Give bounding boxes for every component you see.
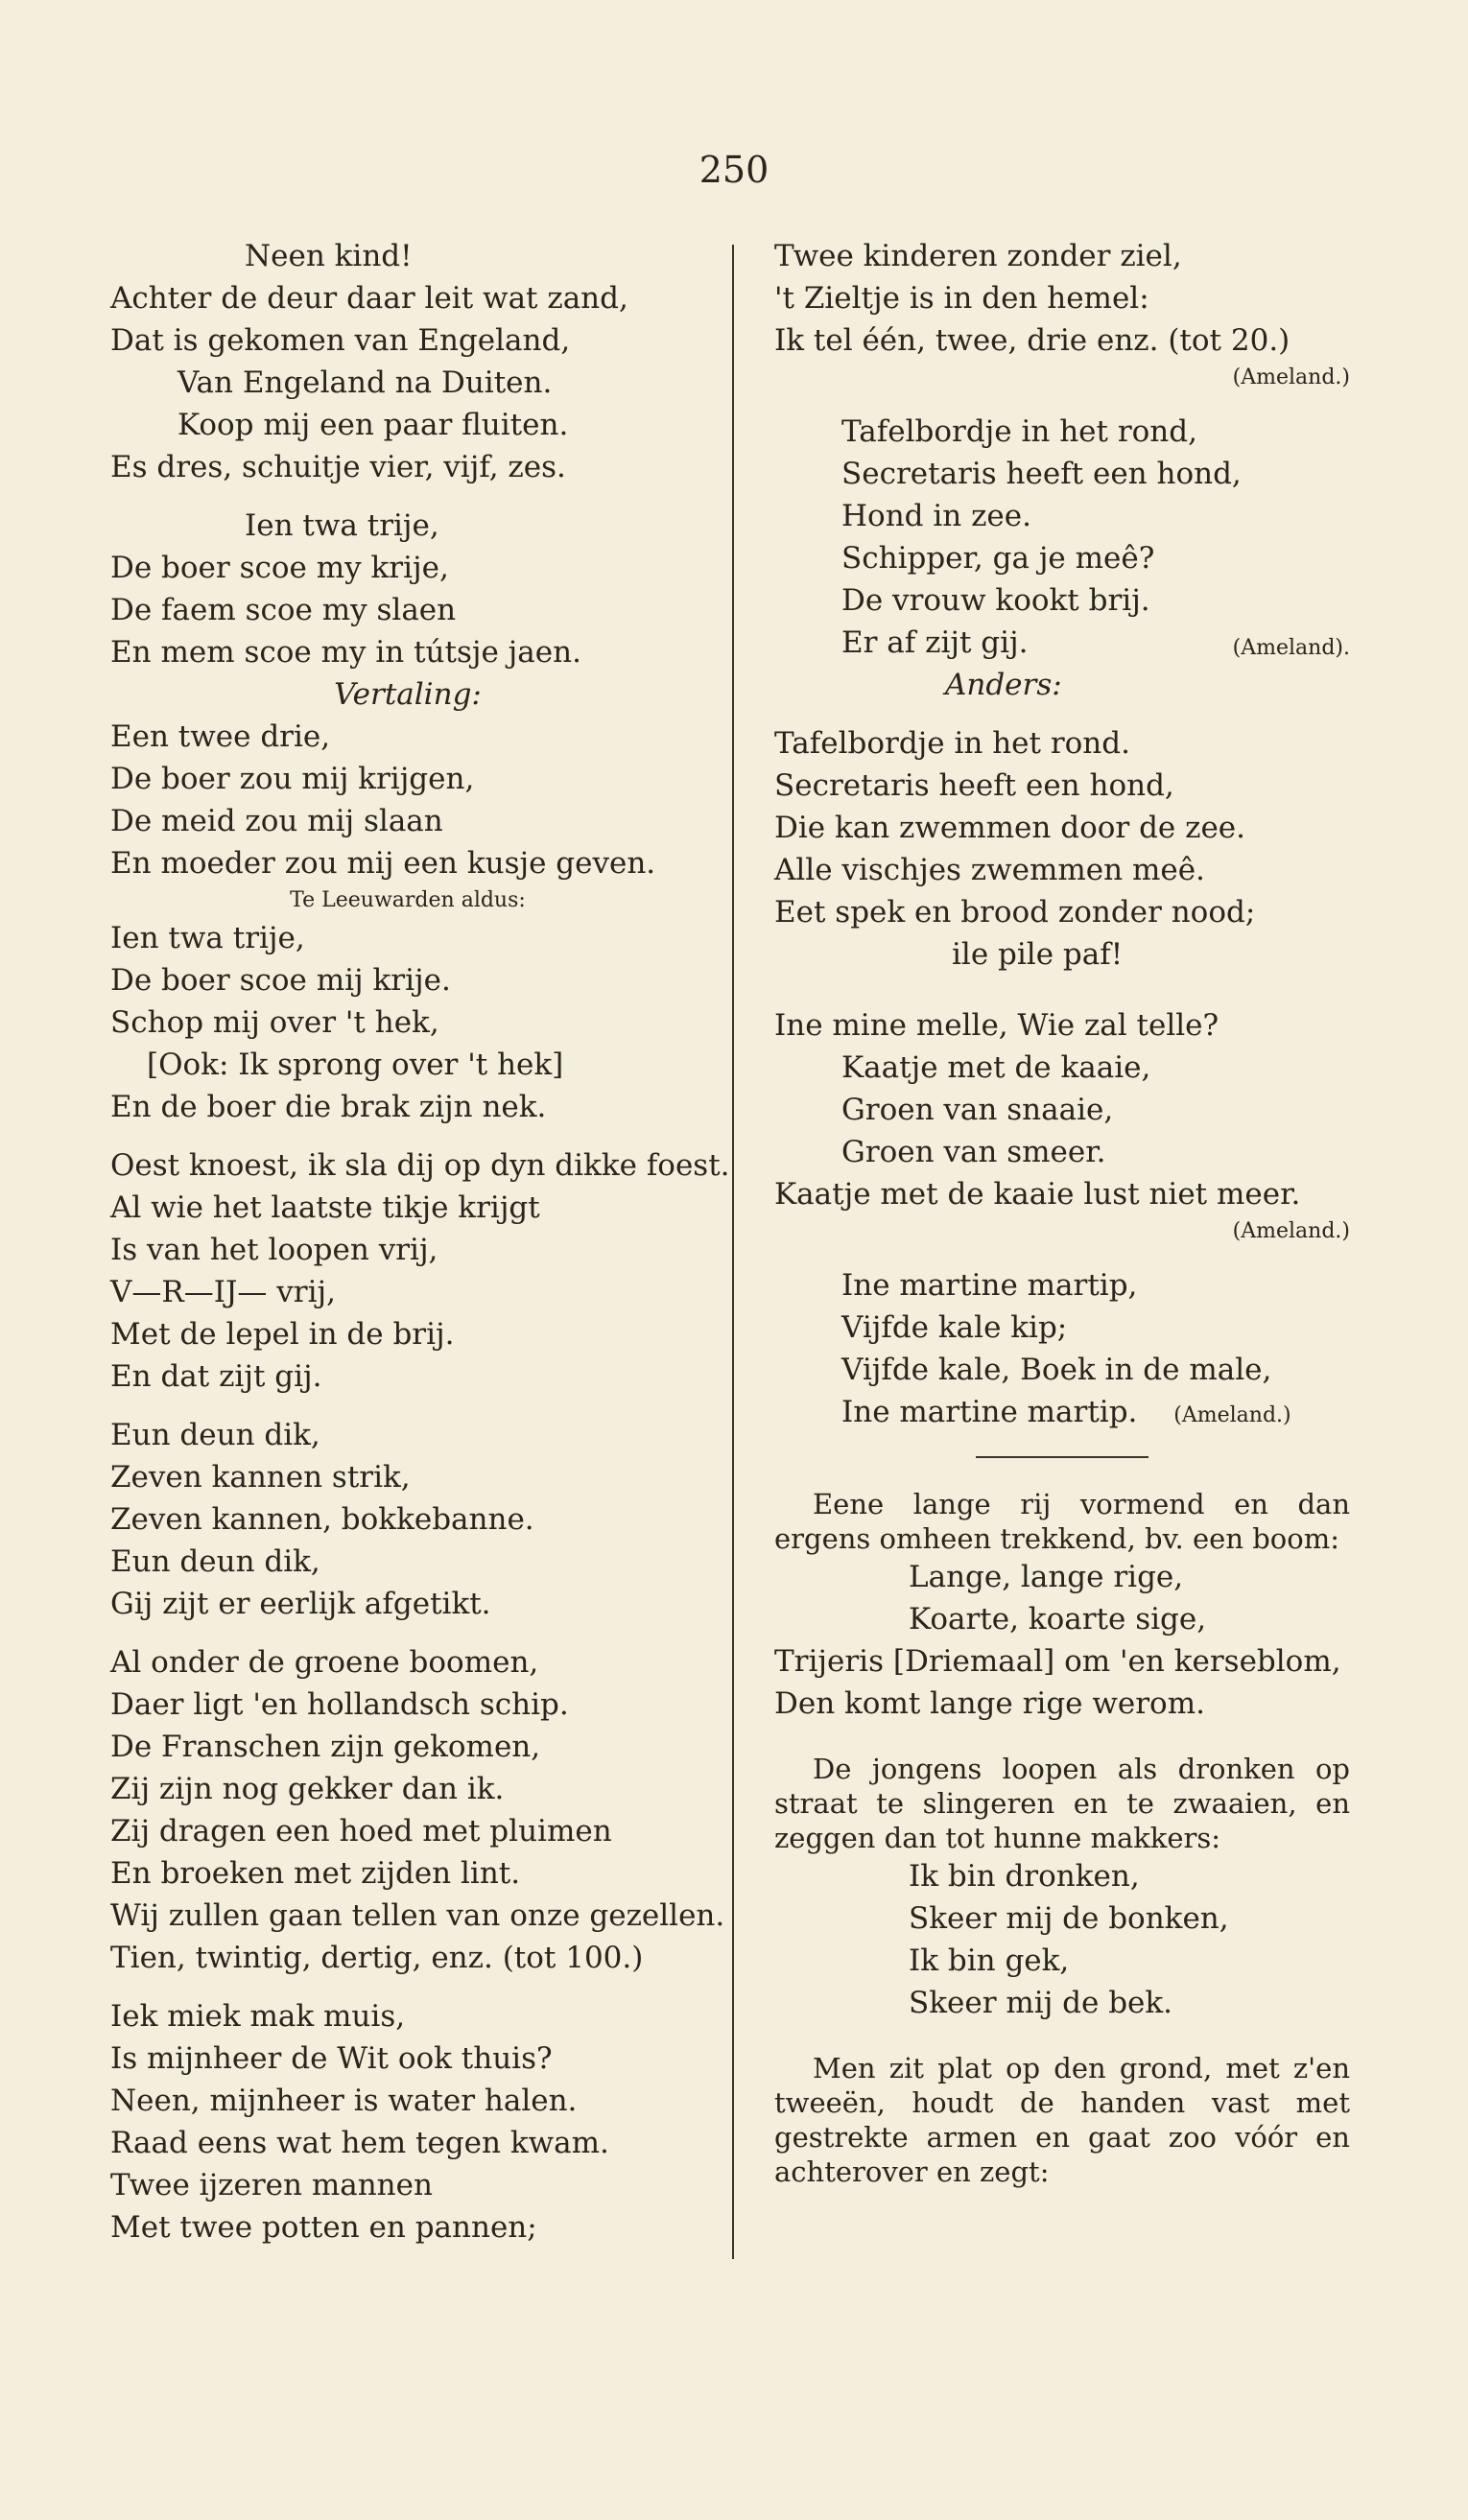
verse-line: Alle vischjes zwemmen meê. — [774, 853, 1205, 887]
rhyme-stanza — [110, 1144, 730, 1398]
verse-line: Ik bin dronken, — [909, 1859, 1140, 1894]
verse-line: Ine martine martip, — [841, 1268, 1138, 1303]
verse-line: Skeer mij de bek. — [909, 1986, 1173, 2020]
verse-line: Neen, mijnheer is water halen. — [110, 2084, 578, 2118]
rhyme-twee-kinderen — [774, 235, 1350, 394]
verse-line: Skeer mij de bonken, — [909, 1901, 1229, 1936]
game-description: Eene lange rij vormend en dan ergens omheen trekkend, bv. een boom: — [774, 1488, 1350, 1555]
verse-line: Al onder de groene boomen, — [110, 1645, 539, 1680]
verse-line: Eun deun dik, — [110, 1418, 320, 1452]
verse-line: Wij zullen gaan tellen van onze gezellen. — [110, 1898, 725, 1933]
verse-line: Is van het loopen vrij, — [110, 1233, 438, 1267]
verse-line: Ine mine melle, Wie zal telle? — [774, 1008, 1219, 1043]
verse-line: Schipper, ga je meê? — [841, 541, 1155, 576]
verse-line: ile pile paf! — [952, 937, 1124, 972]
section-rule — [976, 1456, 1148, 1458]
source-note: (Ameland.) — [1232, 1219, 1350, 1243]
rhyme-stanza — [110, 1641, 725, 1979]
rhyme-stanza — [110, 505, 705, 673]
verse-line: Dat is gekomen van Engeland, — [110, 323, 571, 358]
verse-line: En moeder zou mij een kusje geven. — [110, 846, 656, 881]
verse-line: Tien, twintig, dertig, enz. (tot 100.) — [110, 1941, 644, 1975]
verse-line: Tafelbordje in het rond. — [774, 726, 1130, 761]
verse-line: Es dres, schuitje vier, vijf, zes. — [110, 450, 566, 484]
verse-line: En mem scoe my in tútsje jaen. — [110, 635, 581, 670]
left-column — [110, 235, 730, 2265]
verse-line: Met de lepel in de brij. — [110, 1317, 455, 1352]
verse-line: Met twee potten en pannen; — [110, 2210, 537, 2245]
source-note: (Ameland.) — [1232, 365, 1350, 389]
verse-line: Zeven kannen, bokkebanne. — [110, 1502, 534, 1537]
verse-line: De faem scoe my slaen — [110, 593, 457, 627]
verse-line: Die kan zwemmen door de zee. — [774, 811, 1245, 845]
verse-line: Al wie het laatste tikje krijgt — [110, 1190, 540, 1225]
verse-line: Een twee drie, — [110, 719, 331, 754]
verse-line: Zij zijn nog gekker dan ik. — [110, 1772, 505, 1806]
verse-line: Ik bin gek, — [909, 1943, 1070, 1978]
verse-line: Van Engeland na Duiten. — [178, 365, 553, 400]
variant-heading: Te Leeuwarden aldus: — [290, 888, 526, 912]
verse-line: Zij dragen een hoed met pluimen — [110, 1814, 612, 1849]
rhyme-stanza — [110, 1995, 705, 2249]
verse-line: V—R—IJ— vrij, — [110, 1275, 336, 1309]
verse-line: En broeken met zijden lint. — [110, 1856, 521, 1891]
verse-line: De vrouw kookt brij. — [841, 583, 1150, 618]
game-zitten — [774, 2051, 1350, 2189]
verse-line: Ine martine martip. — [841, 1395, 1138, 1429]
verse-line: Koarte, koarte sige, — [909, 1602, 1207, 1637]
variant-heading: Anders: — [944, 668, 1062, 702]
verse-line: Twee ijzeren mannen — [110, 2168, 433, 2202]
verse-line: Lange, lange rige, — [909, 1560, 1184, 1594]
verse-line-with-note — [774, 622, 1350, 664]
verse-line: En dat zijt gij. — [110, 1359, 322, 1394]
verse-line: Achter de deur daar leit wat zand, — [110, 281, 628, 316]
verse-line: De meid zou mij slaan — [110, 804, 443, 838]
verse-line: Ik tel één, twee, drie enz. (tot 20.) — [774, 323, 1290, 358]
source-note: (Ameland.) — [1173, 1403, 1291, 1427]
verse-line: Zeven kannen strik, — [110, 1460, 411, 1495]
rhyme-stanza — [110, 917, 705, 1128]
verse-line: Vijfde kale kip; — [841, 1310, 1068, 1345]
verse-line: Den komt lange rige werom. — [774, 1686, 1205, 1721]
rhyme-stanza — [110, 235, 705, 488]
verse-line-with-note — [774, 1391, 1350, 1437]
verse-line: Raad eens wat hem tegen kwam. — [110, 2126, 609, 2160]
verse-line: Daer ligt 'en hollandsch schip. — [110, 1687, 569, 1722]
verse-line: Koop mij een paar fluiten. — [178, 408, 569, 442]
rhyme-stanza — [110, 1414, 705, 1625]
verse-line: Neen kind! — [245, 239, 413, 273]
verse-line: Oest knoest, ik sla dij op dyn dikke foest. — [110, 1148, 730, 1183]
verse-line: Trijeris [Driemaal] om 'en kerseblom, — [774, 1644, 1341, 1679]
game-lange-rige — [774, 1487, 1350, 1725]
source-note: (Ameland). — [1232, 636, 1350, 660]
verse-line: Secretaris heeft een hond, — [774, 768, 1174, 803]
verse-line: [Ook: Ik sprong over 't hek] — [147, 1048, 564, 1082]
verse-line: Ien twa trije, — [245, 508, 439, 543]
verse-line: Kaatje met de kaaie lust niet meer. — [774, 1177, 1301, 1212]
right-column — [774, 235, 1350, 2205]
verse-line: 't Zieltje is in den hemel: — [774, 281, 1149, 316]
column-divider — [732, 245, 734, 2259]
rhyme-tafelbordje — [774, 411, 1350, 706]
rhyme-tafelbordje-variant — [774, 722, 1350, 976]
verse-line: Er af zijt gij. — [841, 625, 1029, 660]
verse-line: De boer zou mij krijgen, — [110, 762, 475, 796]
verse-line: Ien twa trije, — [110, 921, 305, 955]
verse-line: Schop mij over 't hek, — [110, 1005, 439, 1040]
verse-line: Iek miek mak muis, — [110, 1999, 406, 2034]
verse-line: Kaatje met de kaaie, — [841, 1050, 1151, 1085]
game-description: De jongens loopen als dronken op straat te slingeren en te zwaaien, en zeggen dan tot hunne makkers: — [774, 1753, 1350, 1854]
rhyme-ine-martine — [774, 1264, 1350, 1437]
verse-line: De Franschen zijn gekomen, — [110, 1730, 541, 1764]
verse-line: De boer scoe mij krije. — [110, 963, 451, 998]
verse-line: Twee kinderen zonder ziel, — [774, 239, 1182, 273]
verse-line: Is mijnheer de Wit ook thuis? — [110, 2041, 553, 2076]
verse-line: Hond in zee. — [841, 499, 1031, 533]
verse-line: Eun deun dik, — [110, 1544, 320, 1579]
verse-line: De boer scoe my krije, — [110, 551, 449, 585]
game-dronken — [774, 1752, 1350, 2024]
verse-line: Eet spek en brood zonder nood; — [774, 895, 1256, 930]
verse-line: Groen van smeer. — [841, 1135, 1106, 1169]
verse-line: En de boer die brak zijn nek. — [110, 1090, 547, 1124]
rhyme-ine-mine-melle — [774, 1004, 1350, 1248]
translation-heading: Vertaling: — [334, 677, 482, 712]
game-description: Men zit plat op den grond, met z'en tweeën, houdt de handen vast met gestrekte armen en gaat zoo vóór en achterover en zegt: — [774, 2052, 1350, 2188]
verse-line: Gij zijt er eerlijk afgetikt. — [110, 1587, 491, 1621]
rhyme-stanza — [110, 716, 705, 884]
verse-line: Groen van snaaie, — [841, 1093, 1114, 1127]
verse-line: Secretaris heeft een hond, — [841, 457, 1242, 491]
page-number: 250 — [698, 149, 770, 191]
verse-line: Vijfde kale, Boek in de male, — [841, 1353, 1272, 1387]
verse-line: Tafelbordje in het rond, — [841, 414, 1197, 449]
